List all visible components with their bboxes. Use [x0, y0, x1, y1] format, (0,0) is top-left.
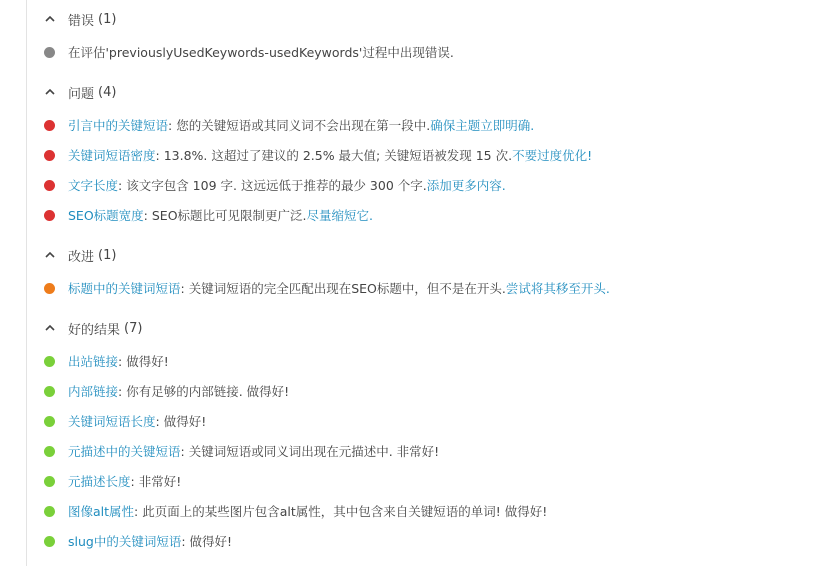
section-count-good-results: (7)	[124, 320, 143, 336]
good-label-link[interactable]: 图像alt属性	[68, 504, 135, 519]
section-title-good-results: 好的结果	[68, 322, 121, 338]
good-text: : 你有足够的内部链接. 做得好!	[118, 384, 290, 399]
improvement-label-link[interactable]: 标题中的关键词短语	[68, 281, 181, 296]
section-count-errors: (1)	[98, 11, 117, 27]
status-dot-orange-icon	[44, 283, 55, 294]
chevron-up-icon	[42, 84, 58, 100]
problem-text: : 该文字包含 109 字. 这远远低于推荐的最少 300 个字.	[118, 178, 427, 193]
problem-action-link[interactable]: 尽量缩短它.	[306, 208, 373, 223]
list-item-good	[44, 471, 181, 491]
good-label-link[interactable]: 内部链接	[68, 384, 119, 399]
status-dot-green-icon	[44, 446, 55, 457]
list-item-problem	[44, 205, 373, 225]
status-dot-red-icon	[44, 120, 55, 131]
good-text: : 非常好!	[130, 474, 182, 489]
good-text: : 做得好!	[118, 354, 169, 369]
good-text: : 做得好!	[155, 414, 207, 429]
status-dot-red-icon	[44, 180, 55, 191]
list-item-good	[44, 381, 289, 401]
list-item-good	[44, 411, 206, 431]
status-dot-green-icon	[44, 416, 55, 427]
status-dot-green-icon	[44, 506, 55, 517]
list-item-error	[44, 42, 454, 62]
good-text: : 此页面上的某些图片包含alt属性，其中包含来自关键短语的单词! 做得好!	[134, 504, 548, 519]
section-toggle-improvements[interactable]	[42, 245, 116, 265]
status-dot-green-icon	[44, 476, 55, 487]
good-text: : 关键词短语或同义词出现在元描述中. 非常好!	[180, 444, 440, 459]
chevron-up-icon	[42, 247, 58, 263]
status-dot-red-icon	[44, 210, 55, 221]
improvement-text: : 关键词短语的完全匹配出现在SEO标题中，但不是在开头.	[180, 281, 506, 296]
good-label-link[interactable]: 关键词短语长度	[68, 414, 156, 429]
good-label-link[interactable]: 元描述长度	[68, 474, 131, 489]
error-text: 在评估'previouslyUsedKeywords-usedKeywords'过程中出现错误.	[68, 45, 454, 60]
section-toggle-good-results[interactable]	[42, 318, 142, 338]
section-toggle-problems[interactable]	[42, 82, 116, 102]
problem-label-link[interactable]: SEO标题宽度	[68, 208, 144, 223]
section-title-improvements: 改进	[68, 249, 95, 265]
chevron-up-icon	[42, 11, 58, 27]
problem-action-link[interactable]: 不要过度优化!	[512, 148, 593, 163]
problem-text: : 13.8%. 这超过了建议的 2.5% 最大值; 关键短语被发现 15 次.	[155, 148, 513, 163]
list-item-good	[44, 441, 439, 461]
status-dot-red-icon	[44, 150, 55, 161]
problem-label-link[interactable]: 文字长度	[68, 178, 119, 193]
list-item-problem	[44, 145, 592, 165]
status-dot-gray-icon	[44, 47, 55, 58]
section-title-problems: 问题	[68, 86, 95, 102]
good-label-link[interactable]: 出站链接	[68, 354, 119, 369]
status-dot-green-icon	[44, 386, 55, 397]
chevron-up-icon	[42, 320, 58, 336]
section-count-improvements: (1)	[98, 247, 117, 263]
status-dot-green-icon	[44, 536, 55, 547]
section-title-errors: 错误	[68, 13, 95, 29]
problem-action-link[interactable]: 添加更多内容.	[426, 178, 506, 193]
list-item-problem	[44, 115, 534, 135]
good-text: : 做得好!	[181, 534, 233, 549]
improvement-action-link[interactable]: 尝试将其移至开头.	[505, 281, 610, 296]
problem-label-link[interactable]: 引言中的关键短语	[68, 118, 169, 133]
problem-text: : SEO标题比可见限制更广泛.	[143, 208, 307, 223]
problem-label-link[interactable]: 关键词短语密度	[68, 148, 156, 163]
status-dot-green-icon	[44, 356, 55, 367]
list-item-good	[44, 501, 547, 521]
list-item-good	[44, 531, 232, 551]
problem-text: : 您的关键短语或其同义词不会出现在第一段中.	[168, 118, 431, 133]
section-count-problems: (4)	[98, 84, 117, 100]
good-label-link[interactable]: slug中的关键词短语	[68, 534, 182, 549]
list-item-good	[44, 351, 169, 371]
section-toggle-errors[interactable]	[42, 9, 116, 29]
problem-action-link[interactable]: 确保主题立即明确.	[430, 118, 535, 133]
good-label-link[interactable]: 元描述中的关键短语	[68, 444, 181, 459]
list-item-improvement	[44, 278, 610, 298]
list-item-problem	[44, 175, 506, 195]
